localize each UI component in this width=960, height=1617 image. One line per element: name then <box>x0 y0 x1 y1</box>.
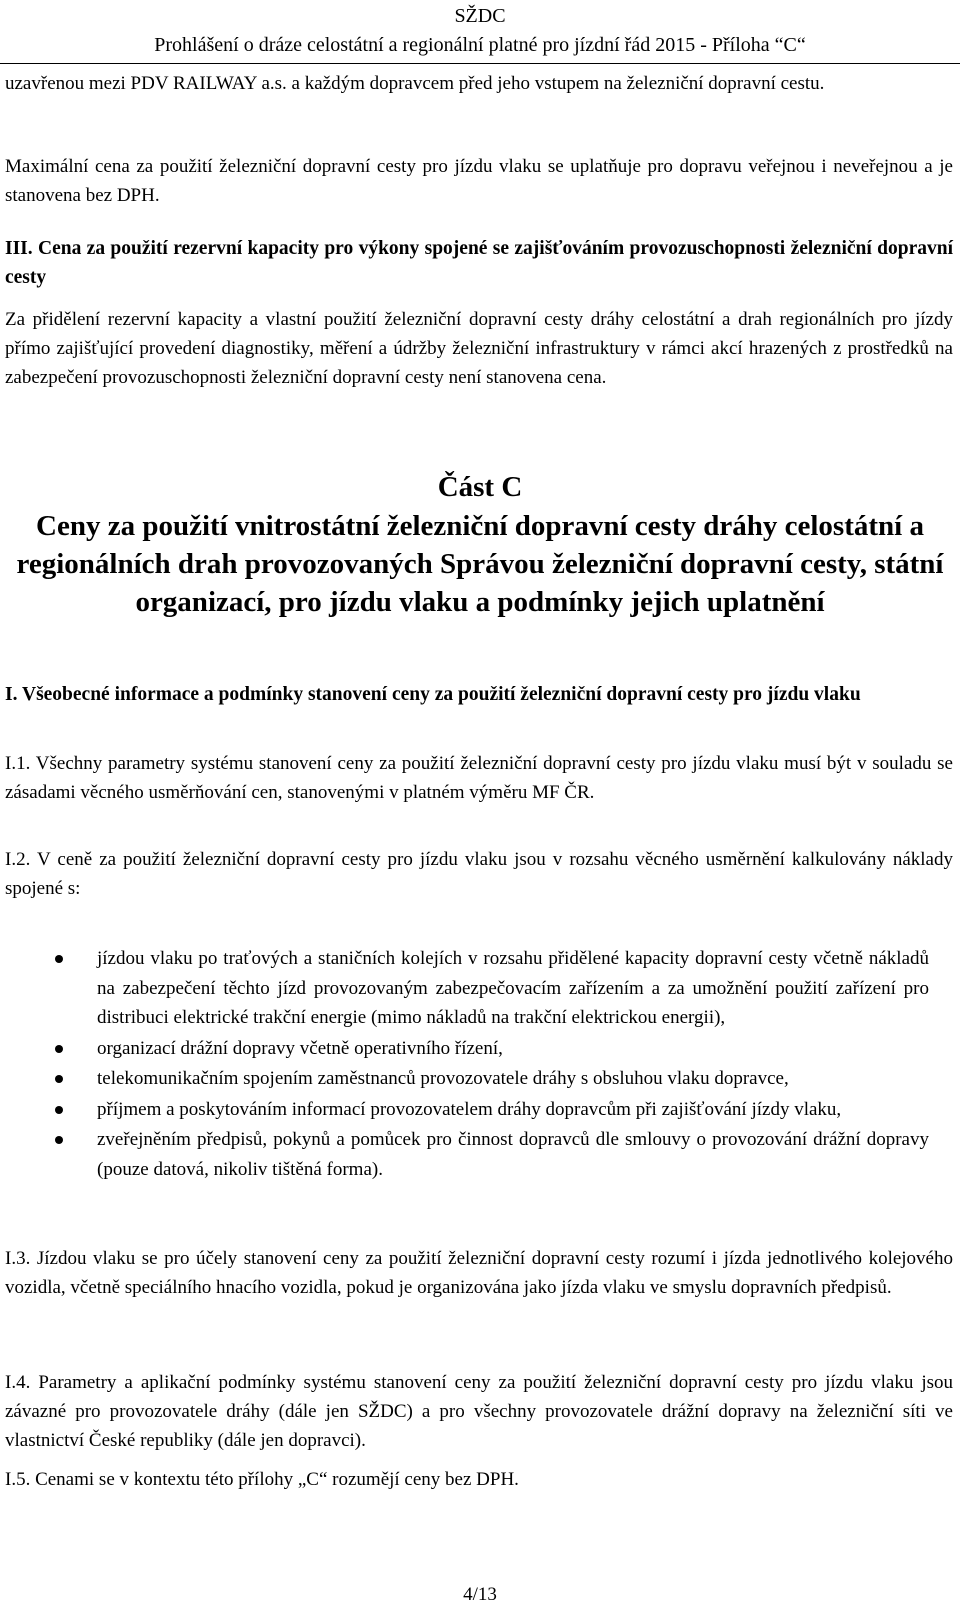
cost-items-list <box>0 944 960 1185</box>
bullet-icon <box>55 1045 63 1053</box>
paragraph-i4: I.4. Parametry a aplikační podmínky systému stanovení ceny za použití železniční dopravní cesty pro jízdu vlaku jsou závazné pro provozovatele dráhy (dále jen SŽDC) a pro všechny provozovatele drážní dopravy na železniční síti ve vlastnictví České republiky (dále jen dopravci). <box>5 1372 953 1451</box>
bullet-icon <box>55 1106 63 1114</box>
paragraph-i1: I.1. Všechny parametry systému stanovení ceny za použití železniční dopravní cesty pro jízdu vlaku musí být v souladu se zásadami věcného usměrňování cen, stanovenými v platném výměru MF ČR. <box>5 753 953 803</box>
paragraph-reserve-capacity: Za přidělení rezervní kapacity a vlastní použití železniční dopravní cesty dráhy celostátní a drah regionálních pro jízdy přímo zajišťující provedení diagnostiky, měření a údržby železniční infrastruktury v rámci akcí hrazených z prostředků na zabezpečení provozuschopnosti železniční dopravní cesty není stanovena cena. <box>5 309 953 388</box>
section-heading-iii: III. Cena za použití rezervní kapacity pro výkony spojené se zajišťováním provozuschopnosti železniční dopravní cesty <box>5 238 953 288</box>
paragraph-continuation: uzavřenou mezi PDV RAILWAY a.s. a každým dopravcem před jeho vstupem na železniční dopravní cestu. <box>5 73 825 94</box>
header-rule <box>0 63 960 64</box>
paragraph-max-price: Maximální cena za použití železniční dopravní cesty pro jízdu vlaku se uplatňuje pro dopravu veřejnou i neveřejnou a je stanovena bez DPH. <box>5 156 953 206</box>
header-subtitle: Prohlášení o dráze celostátní a regionální platné pro jízdní řád 2015 - Příloha “C“ <box>154 34 806 56</box>
list-item: telekomunikačním spojením zaměstnanců provozovatele dráhy s obsluhou vlaku dopravce, <box>0 1064 929 1094</box>
bullet-icon <box>55 955 63 963</box>
list-item: příjmem a poskytováním informací provozovatelem dráhy dopravcům při zajišťování jízdy vlaku, <box>0 1095 929 1125</box>
part-title: Část C <box>437 471 523 503</box>
bullet-icon <box>55 1075 63 1083</box>
section-heading-i: I. Všeobecné informace a podmínky stanovení ceny za použití železniční dopravní cesty pro jízdu vlaku <box>5 684 861 705</box>
page-number: 4/13 <box>463 1584 497 1605</box>
paragraph-i5: I.5. Cenami se v kontextu této přílohy „C“ rozumějí ceny bez DPH. <box>5 1469 519 1490</box>
list-item: zveřejněním předpisů, pokynů a pomůcek pro činnost dopravců dle smlouvy o provozování drážní dopravy (pouze datová, nikoliv tištěná forma). <box>0 1125 929 1184</box>
paragraph-i3: I.3. Jízdou vlaku se pro účely stanovení ceny za použití železniční dopravní cesty rozumí i jízda jednotlivého kolejového vozidla, včetně speciálního hnacího vozidla, pokud je organizována jako jízda vlaku ve smyslu dopravních předpisů. <box>5 1248 953 1298</box>
bullet-icon <box>55 1136 63 1144</box>
header-org: SŽDC <box>454 5 506 27</box>
list-item: jízdou vlaku po traťových a staničních kolejích v rozsahu přidělené kapacity dopravní cesty včetně nákladů na zabezpečení těchto jízd provozovaným zabezpečovacím zařízením a za umožnění použití zařízení pro distribuci elektrické trakční energie (mimo nákladů na trakční elektrickou energii), <box>0 944 929 1033</box>
paragraph-i2: I.2. V ceně za použití železniční dopravní cesty pro jízdu vlaku jsou v rozsahu věcného usměrnění kalkulovány náklady spojené s: <box>5 849 953 899</box>
part-subtitle: Ceny za použití vnitrostátní železniční dopravní cesty dráhy celostátní a regionálních drah provozovaných Správou železniční dopravní cesty, státní organizací, pro jízdu vlaku a podmínky jejich uplatnění <box>16 510 944 618</box>
list-item: organizací drážní dopravy včetně operativního řízení, <box>0 1034 929 1064</box>
